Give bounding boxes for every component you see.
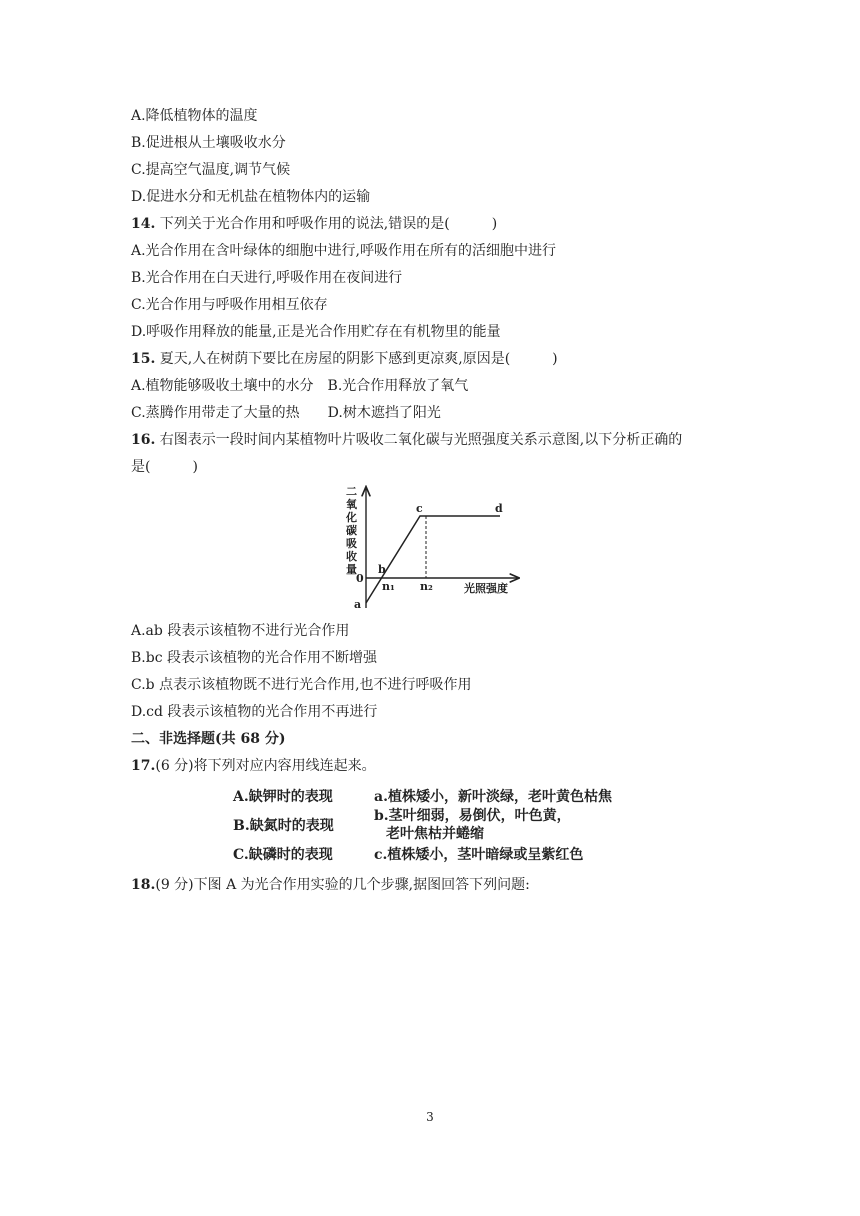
question-number: 17. (131, 758, 156, 774)
matching-right-a: a.植株矮小，新叶淡绿，老叶黄色枯焦 (374, 789, 612, 805)
ylabel-char: 氧 (346, 498, 357, 511)
ylabel-char: 吸 (346, 537, 357, 550)
q16-option-b: B.bc 段表示该植物的光合作用不断增强 (131, 650, 377, 666)
point-a-label: a (354, 598, 362, 611)
question-15 (131, 349, 558, 369)
question-17 (131, 756, 376, 776)
q15-options-cd: C.蒸腾作用带走了大量的热 D.树木遮挡了阳光 (131, 405, 441, 421)
option-prev-d: D.促进水分和无机盐在植物体内的运输 (131, 189, 371, 205)
option-prev-c: C.提高空气温度,调节气候 (131, 162, 291, 178)
question-stem: 夏天,人在树荫下要比在房屋的阴影下感到更凉爽,原因是( ) (155, 351, 558, 367)
option-prev-b: B.促进根从土壤吸收水分 (131, 135, 286, 151)
q14-option-a: A.光合作用在含叶绿体的细胞中进行,呼吸作用在所有的活细胞中进行 (131, 243, 557, 259)
matching-left-b: B.缺氮时的表现 (233, 818, 334, 834)
q14-option-d: D.呼吸作用释放的能量,正是光合作用贮存在有机物里的能量 (131, 324, 501, 340)
option-prev-a: A.降低植物体的温度 (131, 108, 258, 124)
page-number: 3 (426, 1110, 434, 1124)
ylabel-char: 量 (346, 563, 357, 576)
point-c-label: c (416, 502, 423, 515)
origin-label: 0 (356, 572, 364, 585)
q16-option-c: C.b 点表示该植物既不进行光合作用,也不进行呼吸作用 (131, 677, 472, 693)
q15-options-ab: A.植物能够吸收土壤中的水分 B.光合作用释放了氧气 (131, 378, 469, 394)
question-stem: 下列关于光合作用和呼吸作用的说法,错误的是( ) (155, 216, 498, 232)
ylabel-char: 收 (346, 550, 357, 563)
question-stem: (6 分)将下列对应内容用线连起来。 (155, 758, 376, 774)
question-stem: (9 分)下图 A 为光合作用实验的几个步骤,据图回答下列问题: (155, 877, 530, 893)
q16-option-a: A.ab 段表示该植物不进行光合作用 (131, 623, 350, 639)
q14-option-b: B.光合作用在白天进行,呼吸作用在夜间进行 (131, 270, 403, 286)
n2-label: n₂ (420, 580, 433, 593)
x-axis-label: 光照强度 (464, 582, 508, 595)
question-18 (131, 875, 530, 895)
question-number: 15. (131, 351, 156, 367)
ylabel-char: 化 (346, 511, 357, 524)
section-heading: 二、非选择题(共 68 分) (131, 731, 286, 747)
matching-right-c: c.植株矮小，茎叶暗绿或呈紫红色 (374, 847, 584, 863)
point-d-label: d (495, 502, 503, 515)
matching-left-a: A.缺钾时的表现 (233, 789, 333, 805)
point-b-label: b (378, 563, 386, 576)
question-16 (131, 430, 682, 450)
question-number: 14. (131, 216, 156, 232)
question-number: 18. (131, 877, 156, 893)
matching-right-b: b.茎叶细弱，易倒伏，叶色黄， (374, 808, 571, 824)
question-14 (131, 214, 497, 234)
question-stem: 右图表示一段时间内某植物叶片吸收二氧化碳与光照强度关系示意图,以下分析正确的 (155, 432, 683, 448)
n1-label: n₁ (382, 580, 395, 593)
co2-absorption-light-graph (340, 482, 520, 614)
question-16-stem-cont: 是( ) (131, 459, 198, 475)
q14-option-c: C.光合作用与呼吸作用相互依存 (131, 297, 328, 313)
ylabel-char: 碳 (346, 524, 357, 537)
matching-left-c: C.缺磷时的表现 (233, 847, 333, 863)
ylabel-char: 二 (346, 485, 357, 498)
matching-right-b-cont: 老叶焦枯并蜷缩 (386, 826, 484, 842)
q16-option-d: D.cd 段表示该植物的光合作用不再进行 (131, 704, 378, 720)
question-number: 16. (131, 432, 156, 448)
y-axis-label (345, 485, 358, 576)
